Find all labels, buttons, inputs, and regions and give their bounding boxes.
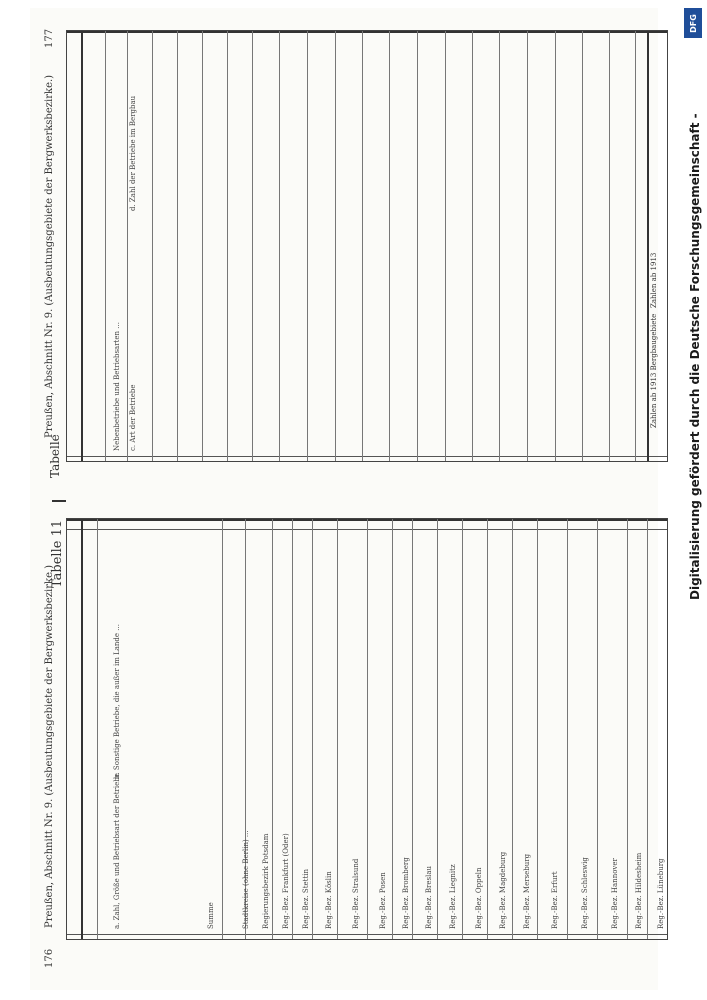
dfg-funding-notice: Digitalisierung gefördert durch die Deutsche Forschungsgemeinschaft - — [688, 113, 702, 600]
table-row-label: Reg.-Bez. Breslau — [425, 865, 433, 929]
table-row-label: Reg.-Bez. Merseburg — [523, 853, 531, 929]
table-row-label: Reg.-Bez. Erfurt — [551, 871, 559, 929]
left-group-b-header: b. Sonstige Betriebe, die außer im Lande ... — [113, 624, 121, 779]
table-row-label: Reg.-Bez. Stettin — [302, 868, 310, 929]
right-footnote-2: Zahlen ab 1913 — [650, 252, 658, 308]
book-spread — [30, 8, 665, 990]
table-row-label: Reg.-Bez. Lüneburg — [657, 858, 665, 929]
left-group-a-header: a. Zahl, Größe und Betriebsart der Betriebe — [113, 773, 121, 929]
page-fold-mark — [52, 500, 66, 502]
table-row-label: Stadtkreise (ohne Berlin) ... — [242, 830, 250, 929]
table-row-label: Reg.-Bez. Köslin — [325, 871, 333, 929]
table-row-label: Reg.-Bez. Magdeburg — [499, 851, 507, 929]
left-running-head: Preußen, Abschnitt Nr. 9. (Ausbeutungsgebiete der Bergwerksbezirke.) — [44, 564, 55, 928]
table-row-label: Reg.-Bez. Frankfurt (Oder) — [282, 833, 290, 929]
right-footnote-1: Zahlen ab 1913 Bergbaugebiete — [650, 313, 658, 428]
left-total-label: Summe — [207, 902, 215, 929]
table-row-label: Reg.-Bez. Oppeln — [475, 867, 483, 929]
table-row-label: Regierungsbezirk Potsdam — [262, 833, 270, 929]
table-row-label: Reg.-Bez. Schleswig — [581, 857, 589, 929]
right-section-label: Tabelle — [48, 434, 62, 478]
left-page-number: 176 — [44, 948, 55, 968]
left-table-title: Tabelle 11 — [50, 519, 65, 588]
right-page-number: 177 — [44, 28, 55, 48]
table-row-label: Reg.-Bez. Liegnitz — [449, 864, 457, 929]
table-row-label: Reg.-Bez. Stralsund — [352, 858, 360, 929]
right-group-c-header: Nebenbetriebe und Betriebsarten ... — [113, 322, 121, 451]
right-running-head: Preußen, Abschnitt Nr. 9. (Ausbeutungsgebiete der Bergwerksbezirke.) — [44, 74, 55, 438]
dfg-logo: DFG — [684, 8, 702, 38]
table-row-label: Reg.-Bez. Hildesheim — [635, 852, 643, 929]
table-row-label: Reg.-Bez. Posen — [379, 872, 387, 929]
right-group-e-header: d. Zahl der Betriebe im Bergbau — [129, 95, 137, 211]
right-group-d-header: c. Art der Betriebe — [129, 384, 137, 451]
left-table — [66, 518, 668, 940]
table-row-label: Reg.-Bez. Hannover — [611, 858, 619, 929]
right-table — [66, 30, 668, 462]
table-row-label: Reg.-Bez. Bromberg — [402, 857, 410, 929]
